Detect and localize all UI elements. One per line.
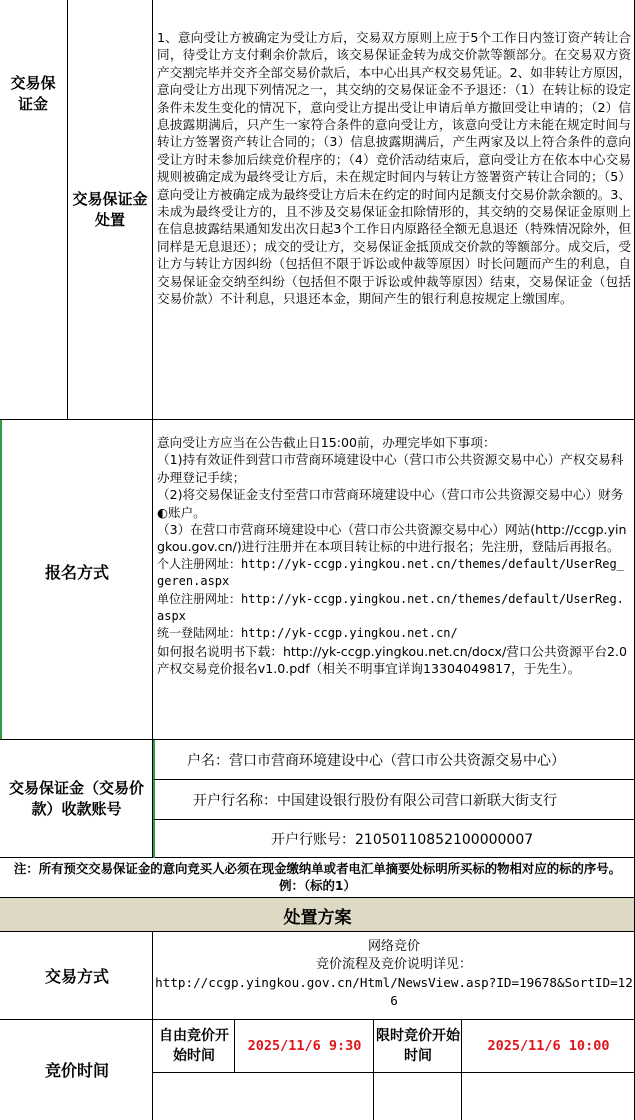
account-number: 开户行账号：21050110852100000007 bbox=[271, 832, 534, 848]
login-url[interactable]: 统一登陆网址：http://yk-ccgp.yingkou.net.cn/ bbox=[157, 626, 458, 641]
deposit-row bbox=[0, 0, 635, 420]
bid-blank-cell bbox=[235, 1072, 374, 1120]
bid-time-row bbox=[0, 1020, 635, 1120]
deposit-text: 1、意向受让方被确定为受让方后，交易双方原则上应于5个工作日内签订资产转让合同，待受让方支付剩余价款后，该交易保证金转为成交价款等额部分。在交易双方资产交割完毕并交齐全部交易价款后，本中心出具产权交易凭证。2、如非转让方原因，意向受让方出现下列情况之一，其交纳的交易保证金不予退还：（1）在转让标的设定条件未发生变化的情况下，意向受让方提出受让申请后单方撤回受让申请的；（2）信息披露期满后，只产生一家符合条件的意向受让方，该意向受让方未能在规定时间与转让方签署资产转让合同的；（3）信息披露期满后，产生两家及以上符合条件的意向受让方时未参加后续竞价程序的；（4）竞价活动结束后，意向受让方在依本中心交易规则被确定成为最终受让方后，未在规定时间内与转让方签署资产转让合同的；（5）意向受让方被确定成为最终受让方后未在约定的时间内足额支付交易价款余额的。3、未成为最终受让方的，且不涉及交易保证金扣除情形的，其交纳的交易保证金原则上在信息披露结果通知发出次日起3个工作日内原路径全额无息退还（特殊情况除外，但同样是无息退还）；成交的受让方，交易保证金抵顶成交价款的等额部分。成交后，受让方与转让方因纠纷（包括但不限于诉讼或仲裁等原因）时长问题而产生的利息，自交易保证金交纳至纠纷（包括但不限于诉讼或仲裁等原因）结束，交易保证金（包括交易价款）不计利息，只退还本金，期间产生的银行利息按规定上缴国库。 bbox=[157, 30, 631, 307]
free-bid-label: 自由竞价开始时间 bbox=[159, 1028, 229, 1064]
account-bank: 开户行名称：中国建设银行股份有限公司营口新联大街支行 bbox=[193, 792, 557, 809]
account-row bbox=[0, 740, 635, 858]
account-number-cell bbox=[153, 820, 635, 858]
plan-header-row bbox=[0, 898, 635, 932]
deposit-outer-label: 交易保证金 bbox=[10, 74, 56, 113]
trade-method-line: 网络竞价 bbox=[367, 939, 420, 954]
registration-text bbox=[153, 434, 635, 678]
registration-label: 报名方式 bbox=[44, 562, 109, 582]
trade-method-row bbox=[0, 932, 635, 1020]
note-text: 注：所有预交交易保证金的意向竞买人必须在现金缴纳单或者电汇单摘要处标明所买标的物相对应的标的序号。例：（标的1） bbox=[13, 861, 622, 893]
registration-line: 意向受让方应当在公告截止日15:00前，办理完毕如下事项： bbox=[157, 435, 496, 450]
deposit-outer-cell bbox=[0, 0, 68, 419]
account-bank-cell bbox=[153, 780, 635, 820]
plan-header: 处置方案 bbox=[283, 907, 352, 928]
account-label: 交易保证金（交易价款）收款账号 bbox=[8, 779, 144, 818]
registration-line: （3）在营口市营商环境建设中心（营口市公共资源交易中心）网站(http://ccgp.yingkou.gov.cn/)进行注册并在本项目转让标的中进行报名；先注册，登陆后再报名。 bbox=[157, 522, 627, 555]
trade-method-line: 竞价流程及竞价说明详见： bbox=[315, 957, 472, 972]
trade-method-content bbox=[153, 938, 635, 1010]
trade-method-label: 交易方式 bbox=[44, 966, 109, 986]
limited-bid-label: 限时竞价开始时间 bbox=[376, 1028, 460, 1064]
trade-method-url[interactable]: http://ccgp.yingkou.gov.cn/Html/NewsView.asp?ID=19678&SortID=126 bbox=[155, 975, 633, 1008]
note-row bbox=[0, 858, 635, 898]
guide-download-url[interactable]: 如何报名说明书下载：http://yk-ccgp.yingkou.net.cn/docx/营口公共资源平台2.0产权交易竞价报名v1.0.pdf（相关不明事宜详询13304049817，于先生）。 bbox=[157, 643, 628, 677]
registration-line: （2)将交易保证金支付至营口市营商环境建设中心（营口市公共资源交易中心）财务◐账户。 bbox=[157, 487, 624, 520]
personal-register-url[interactable]: 个人注册网址：http://yk-ccgp.yingkou.net.cn/themes/default/UserReg_geren.aspx bbox=[157, 556, 624, 589]
free-bid-value: 2025/11/6 9:30 bbox=[247, 1038, 362, 1054]
limited-bid-value: 2025/11/6 10:00 bbox=[487, 1038, 610, 1054]
registration-row bbox=[0, 420, 635, 740]
bid-time-label: 竞价时间 bbox=[44, 1060, 109, 1080]
company-register-url[interactable]: 单位注册网址：http://yk-ccgp.yingkou.net.cn/themes/default/UserReg.aspx bbox=[157, 591, 624, 624]
account-holder-cell bbox=[153, 740, 635, 780]
deposit-inner-label: 交易保证金处置 bbox=[72, 190, 148, 229]
registration-line: （1)持有效证件到营口市营商环境建设中心（营口市公共资源交易中心）产权交易科办理登记手续； bbox=[157, 452, 624, 485]
account-holder: 户名：营口市营商环境建设中心（营口市公共资源交易中心） bbox=[187, 752, 565, 769]
bid-blank-cell bbox=[374, 1072, 462, 1120]
